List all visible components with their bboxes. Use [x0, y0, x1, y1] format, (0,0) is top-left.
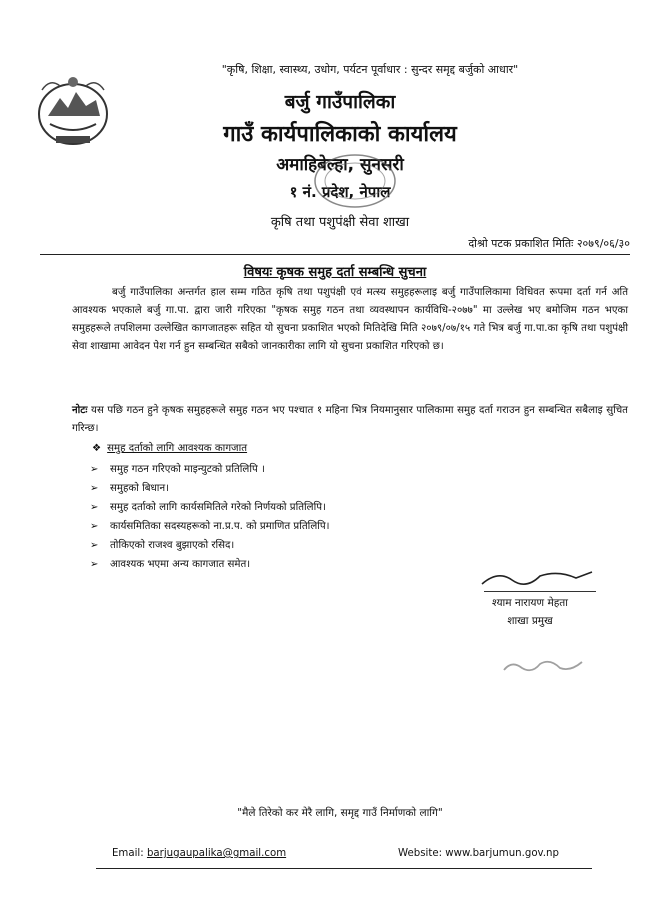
email-link[interactable]: barjugaupalika@gmail.com — [146, 848, 287, 859]
document-item: आवश्यक भएमा अन्य कागजात समेत। — [110, 559, 251, 570]
arrow-bullet-icon: ➢ — [90, 540, 99, 551]
footer-email — [112, 848, 286, 859]
required-documents-title: समुह दर्ताको लागि आवश्यक कागजात — [107, 443, 248, 454]
document-item: समुह गठन गरिएको माइन्युटको प्रतिलिपि । — [110, 464, 265, 475]
footer-website — [398, 848, 559, 859]
office-stamp-icon — [310, 150, 400, 212]
website-label: Website: — [398, 848, 443, 859]
list-item — [90, 536, 510, 555]
signatory-name: श्याम नारायण मेहता — [491, 597, 569, 609]
publish-date: दोश्रो पटक प्रकाशित मितिः २०७९/०६/३० — [468, 237, 630, 250]
municipality-name: बर्जु गाउँपालिका — [284, 91, 396, 113]
list-item — [90, 479, 510, 498]
diamond-bullet-icon: ❖ — [92, 443, 102, 454]
section-name: कृषि तथा पशुपंक्षी सेवा शाखा — [270, 215, 410, 230]
header-divider — [40, 254, 630, 255]
province-country: १ नं. प्रदेश, नेपाल — [289, 183, 391, 201]
notice-subject — [40, 262, 630, 280]
required-documents-list — [90, 460, 510, 574]
note-text: यस पछि गठन हुने कृषक समुहहरूले समुह गठन भए पश्चात १ महिना भित्र नियमानुसार पालिकामा समुह दर्ता गराउन हुन सम्बन्धित सबैलाइ सुचित गरिन्छ। — [72, 405, 628, 434]
website-link[interactable]: www.barjumun.gov.np — [445, 848, 559, 859]
notice-subject-text: विषयः कृषक समुह दर्ता सम्बन्धि सुचना — [243, 265, 427, 280]
list-item — [90, 460, 510, 479]
arrow-bullet-icon: ➢ — [90, 521, 99, 532]
note-label: नोटः — [72, 405, 88, 416]
list-item — [90, 498, 510, 517]
document-item: समुहको बिधान। — [110, 483, 169, 494]
document-item: समुह दर्ताको लागि कार्यसमितिले गरेको निर्णयको प्रतिलिपि। — [110, 502, 326, 513]
list-item — [90, 555, 510, 574]
notice-body: बर्जु गाउँपालिका अन्तर्गत हाल सम्म गठित कृषि तथा पशुपंक्षी एवं मत्स्य समुहहरूलाइ बर्जु गाउँपालिकामा विधिवत रूपमा दर्ता गर्न अति आवश्यक भएकाले बर्जु गा.पा. द्वारा जारी गरिएका "कृषक समुह गठन तथा व्यवस्थापन कार्यविधि-२०७७" मा उल्लेख भए बमोजिम गठन भएका समुहहरूले तपशिलमा उल्लेखित कागजातहरू सहित यो सुचना प्रकाशित भएको मितिदेखि मिति २०७९/०७/१५ गते भित्र बर्जु गा.पा.का कृषि तथा पशुपंक्षी सेवा शाखामा आवेदन पेश गर्न हुन सम्बन्धित सबैको जानकारीका लागि यो सुचना प्रकाशित गरिएको छ। — [72, 287, 628, 352]
signature-stamp-icon — [498, 656, 588, 676]
notice-note — [72, 402, 628, 438]
required-documents-heading — [92, 440, 247, 454]
office-location: अमाहिबेल्हा, सुनसरी — [276, 155, 404, 175]
signatory-title: शाखा प्रमुख — [507, 615, 553, 627]
signature-line — [484, 591, 596, 592]
arrow-bullet-icon: ➢ — [90, 464, 99, 475]
handwritten-signature — [478, 566, 598, 590]
office-name: गाउँ कार्यपालिकाको कार्यालय — [223, 122, 457, 147]
arrow-bullet-icon: ➢ — [90, 502, 99, 513]
document-item: कार्यसमितिका सदस्यहरूको ना.प्र.प. को प्रमाणित प्रतिलिपि। — [110, 521, 330, 532]
nepal-government-emblem-icon — [30, 70, 116, 150]
document-item: तोकिएको राजश्व बुझाएको रसिद। — [110, 540, 235, 551]
arrow-bullet-icon: ➢ — [90, 559, 99, 570]
footer-slogan: "मैले तिरेको कर मेरै लागि, समृद्द गाउँ निर्माणको लागि" — [237, 807, 443, 819]
email-label: Email: — [112, 848, 144, 859]
footer-divider — [96, 868, 592, 869]
motto: "कृषि, शिक्षा, स्वास्थ्य, उधोग, पर्यटन पूर्वाधार : सुन्दर समृद्द बर्जुको आधार" — [221, 63, 519, 76]
arrow-bullet-icon: ➢ — [90, 483, 99, 494]
list-item — [90, 517, 510, 536]
